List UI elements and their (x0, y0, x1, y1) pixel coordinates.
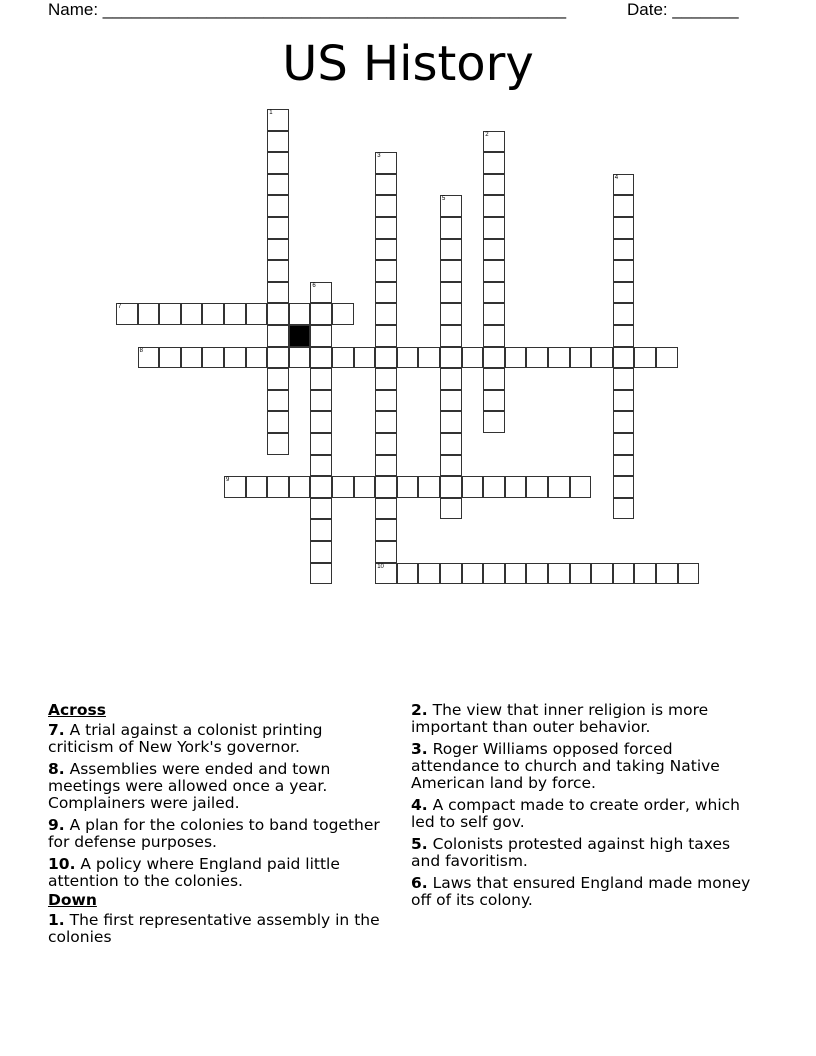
grid-cell[interactable] (483, 174, 505, 196)
grid-cell[interactable] (483, 476, 505, 498)
grid-cell[interactable] (138, 347, 160, 369)
grid-cell[interactable] (613, 455, 635, 477)
grid-cell[interactable] (440, 347, 462, 369)
grid-cell[interactable] (354, 476, 376, 498)
grid-cell[interactable] (375, 368, 397, 390)
grid-cell[interactable] (310, 390, 332, 412)
grid-cell[interactable] (375, 563, 397, 585)
grid-cell[interactable] (440, 476, 462, 498)
grid-cell[interactable] (613, 476, 635, 498)
grid-cell[interactable] (267, 152, 289, 174)
grid-cell[interactable] (159, 303, 181, 325)
grid-cell[interactable] (267, 195, 289, 217)
grid-cell[interactable] (526, 563, 548, 585)
grid-cell[interactable] (310, 541, 332, 563)
grid-cell[interactable] (613, 498, 635, 520)
clue-number: 8 (139, 347, 143, 354)
clue-number: 9 (226, 477, 230, 484)
clue-number: 7 (118, 304, 122, 311)
grid-cell[interactable] (613, 433, 635, 455)
grid-cell[interactable] (375, 239, 397, 261)
clue-down-5: 5. Colonists protested against high taxes and favoritism. (411, 835, 731, 870)
grid-cell[interactable] (267, 368, 289, 390)
grid-cell[interactable] (613, 217, 635, 239)
clue-down-2: 2. The view that inner religion is more important than outer behavior. (411, 701, 709, 736)
clue-across-7: 7. A trial against a colonist printing criticism of New York's governor. (48, 721, 323, 756)
down-heading: Down (48, 891, 97, 909)
grid-cell[interactable] (483, 282, 505, 304)
grid-cell[interactable] (310, 498, 332, 520)
grid-cell[interactable] (634, 347, 656, 369)
grid-cell[interactable] (483, 411, 505, 433)
grid-cell[interactable] (310, 347, 332, 369)
clue-down-4: 4. A compact made to create order, which led to self gov. (411, 796, 740, 831)
grid-cell[interactable] (505, 476, 527, 498)
clues-right-column (411, 702, 756, 914)
grid-cell[interactable] (505, 563, 527, 585)
grid-cell[interactable] (418, 476, 440, 498)
clue-number: 3 (377, 153, 381, 160)
grid-cell[interactable] (462, 563, 484, 585)
clue-number: 6 (312, 282, 316, 289)
grid-cell[interactable] (591, 347, 613, 369)
grid-cell[interactable] (310, 433, 332, 455)
clue-down-3: 3. Roger Williams opposed forced attendance to church and taking Native American land by force. (411, 740, 720, 792)
grid-cell[interactable] (375, 282, 397, 304)
grid-cell[interactable] (526, 476, 548, 498)
grid-cell[interactable] (440, 217, 462, 239)
grid-cell[interactable] (267, 217, 289, 239)
grid-cell[interactable] (440, 455, 462, 477)
grid-cell[interactable] (440, 411, 462, 433)
grid-cell[interactable] (483, 303, 505, 325)
grid-cell[interactable] (440, 368, 462, 390)
grid-cell[interactable] (613, 390, 635, 412)
grid-cell[interactable] (418, 347, 440, 369)
grid-cell[interactable] (310, 476, 332, 498)
clue-across-8: 8. Assemblies were ended and town meetings were allowed once a year. Complainers were jailed. (48, 760, 331, 812)
grid-cell[interactable] (375, 152, 397, 174)
grid-cell[interactable] (397, 347, 419, 369)
grid-cell[interactable] (678, 563, 700, 585)
grid-cell[interactable] (483, 368, 505, 390)
grid-cell[interactable] (440, 325, 462, 347)
grid-cell[interactable] (570, 563, 592, 585)
grid-cell[interactable] (375, 217, 397, 239)
grid-cell[interactable] (656, 563, 678, 585)
across-heading: Across (48, 701, 106, 719)
grid-cell[interactable] (440, 498, 462, 520)
clue-number: 10 (377, 563, 384, 570)
clue-across-9: 9. A plan for the colonies to band together for defense purposes. (48, 816, 380, 851)
grid-cell[interactable] (375, 455, 397, 477)
grid-cell[interactable] (440, 282, 462, 304)
grid-cell[interactable] (289, 347, 311, 369)
grid-cell[interactable] (613, 368, 635, 390)
clue-down-1: 1. The first representative assembly in the colonies (48, 911, 380, 946)
grid-cell[interactable] (181, 303, 203, 325)
grid-cell[interactable] (397, 563, 419, 585)
date-field[interactable]: Date: _______ (627, 0, 739, 19)
grid-cell[interactable] (310, 282, 332, 304)
grid-cell[interactable] (440, 260, 462, 282)
grid-cell[interactable] (267, 411, 289, 433)
clue-down-6: 6. Laws that ensured England made money off of its colony. (411, 874, 751, 909)
grid-cell[interactable] (224, 476, 246, 498)
grid-cell[interactable] (224, 303, 246, 325)
grid-cell[interactable] (483, 260, 505, 282)
black-cell (289, 325, 311, 347)
grid-cell[interactable] (181, 347, 203, 369)
grid-cell[interactable] (224, 347, 246, 369)
grid-cell[interactable] (375, 519, 397, 541)
grid-cell[interactable] (591, 563, 613, 585)
grid-cell[interactable] (440, 239, 462, 261)
grid-cell[interactable] (613, 325, 635, 347)
grid-cell[interactable] (440, 433, 462, 455)
grid-cell[interactable] (613, 347, 635, 369)
grid-cell[interactable] (440, 303, 462, 325)
grid-cell[interactable] (375, 411, 397, 433)
page-title: US History (282, 36, 534, 92)
grid-cell[interactable] (375, 303, 397, 325)
grid-cell[interactable] (267, 174, 289, 196)
grid-cell[interactable] (267, 282, 289, 304)
grid-cell[interactable] (613, 303, 635, 325)
grid-cell[interactable] (375, 325, 397, 347)
grid-cell[interactable] (375, 433, 397, 455)
grid-cell[interactable] (483, 390, 505, 412)
grid-cell[interactable] (548, 476, 570, 498)
grid-cell[interactable] (310, 325, 332, 347)
grid-cell[interactable] (267, 239, 289, 261)
clue-across-10: 10. A policy where England paid little attention to the colonies. (48, 855, 340, 890)
grid-cell[interactable] (462, 476, 484, 498)
grid-cell[interactable] (634, 563, 656, 585)
grid-cell[interactable] (483, 347, 505, 369)
grid-cell[interactable] (526, 347, 548, 369)
grid-cell[interactable] (613, 563, 635, 585)
grid-cell[interactable] (354, 347, 376, 369)
grid-cell[interactable] (267, 131, 289, 153)
name-field[interactable]: Name: _________________________________________________ (48, 0, 567, 19)
grid-cell[interactable] (375, 390, 397, 412)
grid-cell[interactable] (289, 303, 311, 325)
grid-cell[interactable] (267, 476, 289, 498)
grid-cell[interactable] (418, 563, 440, 585)
grid-cell[interactable] (613, 239, 635, 261)
grid-cell[interactable] (483, 131, 505, 153)
grid-cell[interactable] (483, 217, 505, 239)
grid-cell[interactable] (289, 476, 311, 498)
grid-cell[interactable] (310, 563, 332, 585)
grid-cell[interactable] (332, 303, 354, 325)
grid-cell[interactable] (613, 260, 635, 282)
grid-cell[interactable] (613, 411, 635, 433)
grid-cell[interactable] (267, 303, 289, 325)
grid-cell[interactable] (116, 303, 138, 325)
grid-cell[interactable] (462, 347, 484, 369)
grid-cell[interactable] (613, 195, 635, 217)
grid-cell[interactable] (202, 303, 224, 325)
grid-cell[interactable] (397, 476, 419, 498)
grid-cell[interactable] (138, 303, 160, 325)
grid-cell[interactable] (332, 476, 354, 498)
grid-cell[interactable] (267, 109, 289, 131)
grid-cell[interactable] (267, 325, 289, 347)
grid-cell[interactable] (246, 347, 268, 369)
grid-cell[interactable] (440, 390, 462, 412)
grid-cell[interactable] (202, 347, 224, 369)
grid-cell[interactable] (656, 347, 678, 369)
grid-cell[interactable] (310, 455, 332, 477)
grid-cell[interactable] (267, 347, 289, 369)
grid-cell[interactable] (375, 260, 397, 282)
clue-number: 2 (485, 131, 489, 138)
grid-cell[interactable] (613, 282, 635, 304)
grid-cell[interactable] (440, 195, 462, 217)
grid-cell[interactable] (375, 195, 397, 217)
grid-cell[interactable] (310, 303, 332, 325)
grid-cell[interactable] (159, 347, 181, 369)
grid-cell[interactable] (483, 325, 505, 347)
clues-left-column (48, 702, 393, 951)
grid-cell[interactable] (267, 260, 289, 282)
clue-number: 1 (269, 110, 273, 116)
grid-cell[interactable] (310, 411, 332, 433)
grid-cell[interactable] (267, 390, 289, 412)
clue-number: 5 (442, 196, 446, 203)
grid-cell[interactable] (375, 347, 397, 369)
grid-cell[interactable] (375, 174, 397, 196)
grid-cell[interactable] (440, 563, 462, 585)
grid-cell[interactable] (375, 476, 397, 498)
grid-cell[interactable] (483, 195, 505, 217)
clue-number: 4 (614, 174, 619, 181)
grid-cell[interactable] (570, 476, 592, 498)
grid-cell[interactable] (613, 174, 635, 196)
grid-cell[interactable] (570, 347, 592, 369)
grid-cell[interactable] (505, 347, 527, 369)
grid-cell[interactable] (483, 563, 505, 585)
grid-cell[interactable] (332, 347, 354, 369)
grid-cell[interactable] (548, 563, 570, 585)
grid-cell[interactable] (267, 433, 289, 455)
grid-cell[interactable] (246, 303, 268, 325)
grid-cell[interactable] (375, 498, 397, 520)
grid-cell[interactable] (483, 152, 505, 174)
grid-cell[interactable] (548, 347, 570, 369)
grid-cell[interactable] (310, 368, 332, 390)
grid-cell[interactable] (375, 541, 397, 563)
grid-cell[interactable] (246, 476, 268, 498)
grid-cell[interactable] (483, 239, 505, 261)
grid-cell[interactable] (310, 519, 332, 541)
